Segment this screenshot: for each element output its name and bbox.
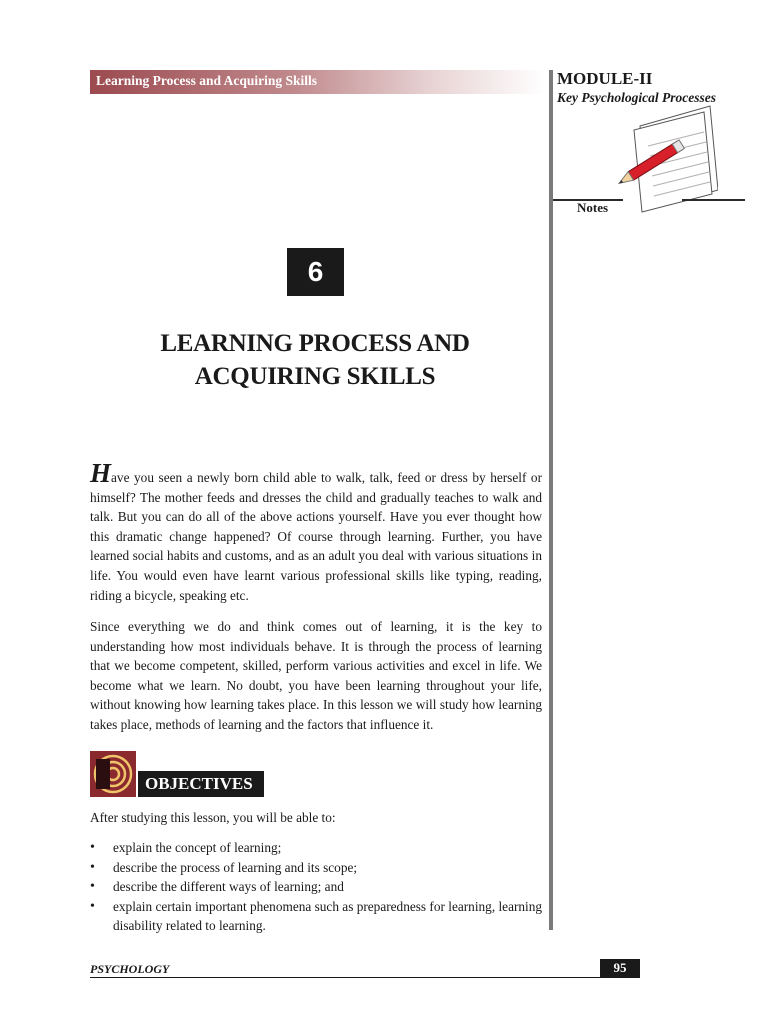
notes-rule-right [682, 199, 745, 201]
running-title: Learning Process and Acquiring Skills [96, 73, 318, 88]
notes-label: Notes [577, 200, 609, 215]
module-title: MODULE-II [557, 69, 653, 88]
objectives-intro: After studying this lesson, you will be able to: [90, 810, 336, 825]
intro-paragraph-2: Since everything we do and think comes out of learning, it is the key to understanding how most individuals behave. It is through the process of learning that we become competent, skilled, perform various activities and excel in life. We become what we learn. No doubt, you have been learning throughout your life, without knowing how learning takes place. In this lesson we will study how learning takes place, methods of learning and the factors that influence it. [90, 619, 542, 732]
objectives-target-icon [90, 751, 136, 797]
list-item: • explain certain important phenomena such as preparedness for learning, learning disability related to learning. [90, 897, 545, 936]
chapter-title [90, 327, 540, 393]
objectives-heading: OBJECTIVES [138, 771, 264, 797]
notepad-pencil-icon [618, 104, 718, 214]
list-item: • describe the different ways of learning; and [90, 877, 545, 897]
drop-cap: H [90, 458, 112, 488]
footer-subject: PSYCHOLOGY [90, 962, 170, 976]
intro-paragraph-1 [90, 458, 542, 605]
chapter-title-line-1: LEARNING PROCESS AND [160, 330, 470, 357]
chapter-number: 6 [287, 248, 344, 296]
list-item: • describe the process of learning and its scope; [90, 858, 545, 878]
footer-rule [90, 977, 640, 978]
chapter-title-line-2: ACQUIRING SKILLS [194, 363, 436, 390]
module-subtitle: Key Psychological Processes [557, 90, 716, 105]
running-header-band [90, 70, 545, 94]
list-item: • explain the concept of learning; [90, 838, 545, 858]
paragraph-1-text: ave you seen a newly born child able to walk, talk, feed or dress by herself or himself? The mother feeds and dresses the child and gradually teaches to walk and talk. But you can do all of the above actions yourself. Have you ever thought how this dramatic change happened? Of course through learning. Further, you have learned social habits and customs, and as an adult you deal with various situations in life. You would even have learnt various professional skills like typing, reading, riding a bicycle, speaking etc. [90, 470, 542, 603]
objectives-list [90, 838, 545, 936]
page-number: 95 [600, 959, 640, 977]
